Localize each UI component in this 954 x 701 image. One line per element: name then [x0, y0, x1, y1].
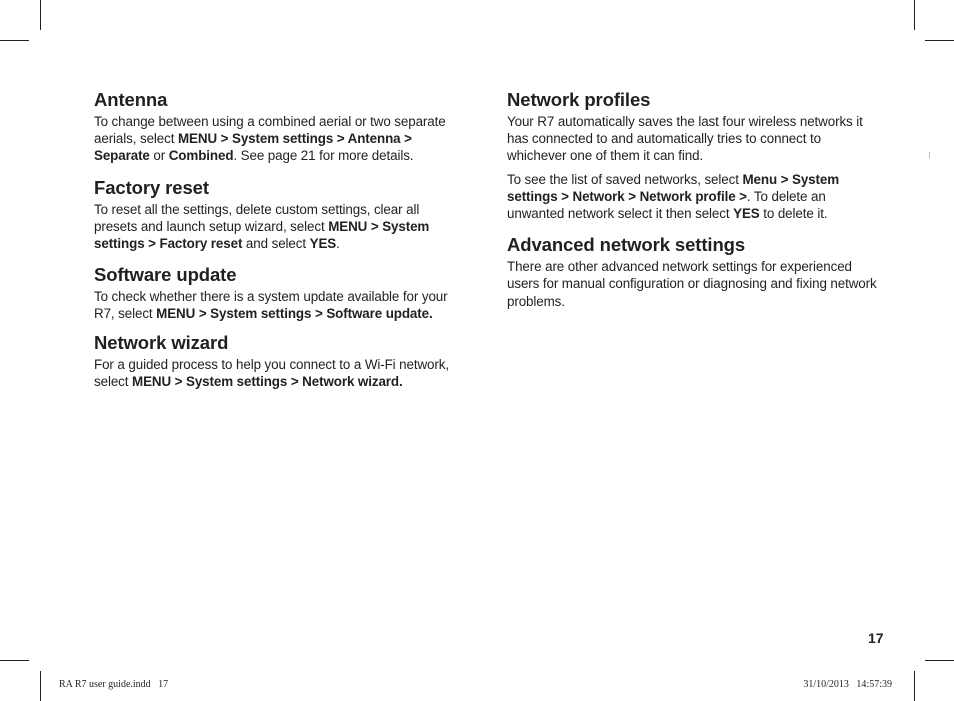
- text-run: or: [149, 148, 169, 164]
- section-network-wizard: [94, 332, 466, 390]
- crop-mark-top-left-v: [40, 0, 41, 30]
- crop-mark-bottom-left-v: [40, 671, 41, 701]
- text-run: For a guided process to help you connect to a Wi-Fi network, select: [94, 356, 449, 389]
- page-number: 17: [868, 630, 884, 646]
- crop-mark-top-right-v: [914, 0, 915, 30]
- crop-mark-bottom-left-h: [0, 660, 29, 661]
- heading-network-wizard: Network wizard: [94, 331, 229, 353]
- crop-mark-bottom-right-h: [925, 660, 954, 661]
- paragraph-factory-reset: [94, 201, 466, 253]
- text-run: To change between using a combined aerial or two separate aerials, select: [94, 114, 446, 147]
- menu-option: YES: [309, 236, 337, 252]
- paragraph-network-profiles-1: Your R7 automatically saves the last four wireless networks it has connected to and automatically tries to connect to whichever one of them it can find.: [507, 114, 863, 164]
- crop-mark-bottom-right-v: [914, 671, 915, 701]
- text-run: To see the list of saved networks, select: [507, 171, 743, 187]
- text-run: To check whether there is a system update available for your R7, select: [94, 289, 448, 322]
- section-software-update: [94, 264, 466, 322]
- menu-path: MENU > System settings > Network wizard.: [132, 373, 403, 389]
- text-run: .: [336, 236, 340, 252]
- menu-option: YES: [733, 206, 760, 222]
- section-factory-reset: [94, 177, 466, 253]
- paragraph-network-profiles-2: [507, 171, 879, 223]
- section-advanced-network-settings: [507, 234, 879, 310]
- text-run: and select: [242, 236, 310, 252]
- paragraph-software-update: [94, 288, 466, 322]
- menu-path: MENU > System settings > Antenna > Separate: [94, 131, 412, 164]
- crop-mark-top-right-h: [925, 40, 954, 41]
- crop-mark-top-left-h: [0, 40, 29, 41]
- slug-timestamp: 31/10/2013 14:57:39: [803, 679, 892, 690]
- menu-path: Menu > System settings > Network > Network profile >: [507, 171, 840, 204]
- section-network-profiles: [507, 89, 879, 222]
- paragraph-network-wizard: [94, 356, 466, 390]
- left-column: [94, 89, 466, 402]
- menu-option: Combined: [168, 148, 234, 164]
- heading-antenna: Antenna: [94, 89, 168, 110]
- paragraph-antenna: [94, 113, 466, 165]
- text-run: . See page 21 for more details.: [233, 148, 414, 164]
- heading-network-profiles: Network profiles: [507, 89, 651, 110]
- heading-advanced-network-settings: Advanced network settings: [507, 234, 746, 256]
- slug-file-name: RA R7 user guide.indd 17: [59, 679, 169, 690]
- menu-path: MENU > System settings > Factory reset: [94, 218, 430, 252]
- text-run: to delete it.: [759, 206, 828, 222]
- right-column: [507, 89, 879, 322]
- margin-tick: [929, 152, 930, 158]
- text-run: To reset all the settings, delete custom settings, clear all presets and launch setup wizard, select: [94, 201, 420, 234]
- section-antenna: [94, 89, 466, 165]
- menu-path: MENU > System settings > Software update.: [156, 306, 433, 322]
- text-run: . To delete an unwanted network select it then select: [507, 188, 826, 222]
- heading-factory-reset: Factory reset: [94, 176, 209, 198]
- heading-software-update: Software update: [94, 264, 237, 286]
- paragraph-advanced-network-settings: There are other advanced network settings for experienced users for manual configuration or diagnosing and fixing network problems.: [507, 259, 877, 309]
